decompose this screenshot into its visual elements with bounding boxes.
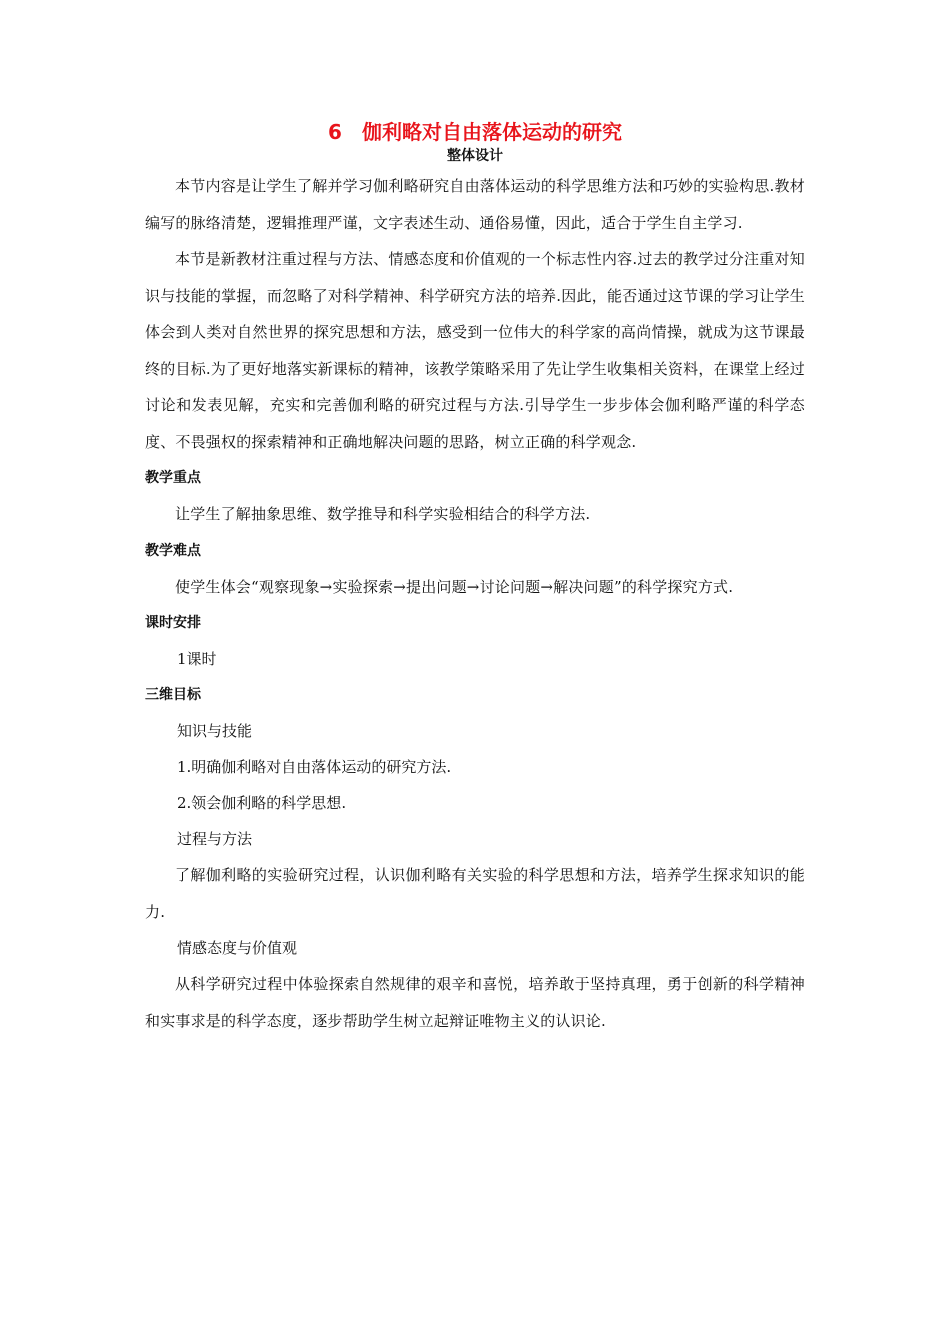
emotion-text: 从科学研究过程中体验探索自然规律的艰辛和喜悦，培养敢于坚持真理，勇于创新的科学精神和实事求是的科学态度，逐步帮助学生树立起辩证唯物主义的认识论.	[145, 975, 805, 1030]
difficulties-heading: 教学难点	[145, 542, 201, 559]
knowledge-item-2: 2.领会伽利略的科学思想.	[177, 794, 347, 812]
process-heading: 过程与方法	[177, 830, 253, 848]
document-title: 6 伽利略对自由落体运动的研究	[328, 120, 622, 144]
key-points-text: 让学生了解抽象思维、数学推导和科学实验相结合的科学方法.	[175, 505, 591, 523]
intro-paragraph-1: 本节内容是让学生了解并学习伽利略研究自由落体运动的科学思维方法和巧妙的实验构思.教材编写的脉络清楚，逻辑推理严谨，文字表述生动、通俗易懂，因此，适合于学生自主学习.	[145, 177, 805, 232]
schedule-heading: 课时安排	[145, 615, 201, 631]
section-subtitle: 整体设计	[447, 148, 503, 164]
intro-paragraph-2: 本节是新教材注重过程与方法、情感态度和价值观的一个标志性内容.过去的教学过分注重对知识与技能的掌握，而忽略了对科学精神、科学研究方法的培养.因此，能否通过这节课的学习让学生体会到人类对自然世界的探究思想和方法，感受到一位伟大的科学家的高尚情操，就成为这节课最终的目标.为了更好地落实新课标的精神，该教学策略采用了先让学生收集相关资料，在课堂上经过讨论和发表见解，充实和完善伽利略的研究过程与方法.引导学生一步步体会伽利略严谨的科学态度、不畏强权的探索精神和正确地解决问题的思路，树立正确的科学观念.	[145, 250, 805, 451]
document-page	[145, 118, 805, 1039]
objectives-heading: 三维目标	[145, 687, 201, 703]
knowledge-item-1: 1.明确伽利略对自由落体运动的研究方法.	[177, 758, 452, 776]
key-points-heading: 教学重点	[145, 470, 201, 486]
difficulties-text: 使学生体会“观察现象→实验探索→提出问题→讨论问题→解决问题”的科学探究方式.	[175, 577, 734, 596]
emotion-heading: 情感态度与价值观	[177, 939, 298, 957]
knowledge-heading: 知识与技能	[177, 722, 253, 740]
schedule-text: 1课时	[177, 650, 217, 668]
process-text: 了解伽利略的实验研究过程，认识伽利略有关实验的科学思想和方法，培养学生探求知识的能力.	[145, 866, 805, 921]
